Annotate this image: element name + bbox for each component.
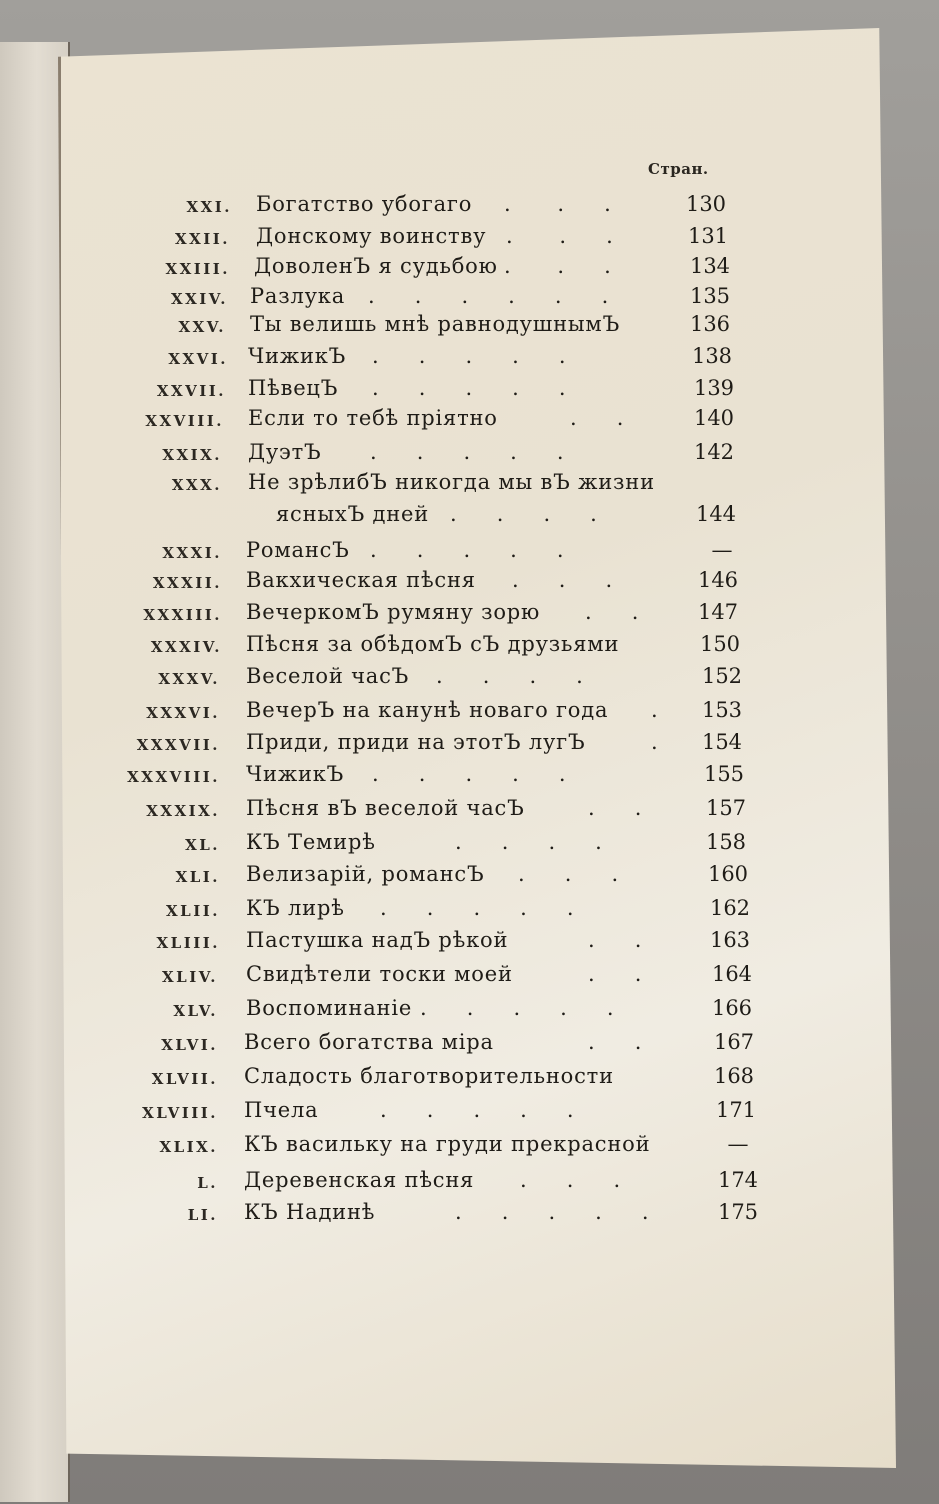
dot-leader: . .	[588, 796, 642, 820]
entry-numeral: XLV.	[173, 1002, 218, 1020]
entry-page-number: 164	[711, 962, 753, 986]
entry-title: Деревенская пѣсня	[244, 1168, 475, 1192]
dot-leader: . . .	[504, 254, 611, 278]
toc-entry	[0, 730, 939, 760]
dot-leader: . . .	[512, 568, 613, 592]
entry-title: КЪ лирѣ	[246, 896, 345, 920]
toc-entry	[0, 1064, 939, 1094]
dot-leader: . . . . .	[420, 996, 614, 1020]
entry-page-number: 139	[693, 376, 735, 400]
dot-leader: . . .	[506, 224, 613, 248]
entry-title: КЪ васильку на груди прекрасной	[244, 1132, 651, 1156]
entry-page-number: —	[727, 1132, 749, 1156]
dot-leader: . .	[588, 928, 642, 952]
entry-numeral: XXXII.	[152, 574, 222, 592]
dot-leader: . . . . .	[372, 762, 566, 786]
entry-page-number: 134	[689, 254, 731, 278]
toc-entry	[0, 254, 939, 284]
entry-page-number: 136	[689, 312, 731, 336]
toc-entry	[0, 440, 939, 470]
entry-page-number: 163	[709, 928, 751, 952]
entry-page-number: 155	[703, 762, 745, 786]
toc-entry	[0, 1200, 939, 1230]
entry-title: Воспоминаніе	[246, 996, 413, 1020]
entry-numeral: XL.	[185, 836, 220, 854]
entry-page-number: 138	[691, 344, 733, 368]
entry-title: Сладость благотворительности	[244, 1064, 614, 1088]
entry-page-number: 174	[717, 1168, 759, 1192]
entry-numeral: XXXV.	[158, 670, 220, 688]
dot-leader: . .	[588, 1030, 642, 1054]
toc-entry	[0, 344, 939, 374]
entry-page-number: —	[711, 538, 733, 562]
toc-entry	[0, 962, 939, 992]
entry-title: Приди, приди на этотЪ лугЪ	[246, 730, 586, 754]
entry-title: РомансЪ	[246, 538, 350, 562]
entry-title: Пѣсня за обѣдомЪ сЪ друзьями	[246, 632, 620, 656]
entry-page-number: 166	[711, 996, 753, 1020]
toc-entry	[0, 996, 939, 1026]
entry-numeral: L.	[197, 1174, 218, 1192]
toc-entry	[0, 632, 939, 662]
entry-numeral: XXIV.	[170, 290, 228, 308]
dot-leader: . . . .	[450, 502, 597, 526]
toc-entry	[0, 538, 939, 568]
entry-numeral: XLII.	[166, 902, 220, 920]
entry-numeral: LI.	[187, 1206, 218, 1224]
entry-title: Разлука	[250, 284, 346, 308]
entry-numeral: XLVII.	[151, 1070, 218, 1088]
entry-page-number: 157	[705, 796, 747, 820]
page-column-header: Стран.	[648, 160, 709, 178]
toc-entry	[0, 192, 939, 222]
entry-title: Свидѣтели тоски моей	[246, 962, 513, 986]
dot-leader: . . . . . .	[368, 284, 609, 308]
entry-numeral: XXIX.	[162, 446, 222, 464]
entry-page-number: 153	[701, 698, 743, 722]
entry-numeral: XXVI.	[168, 350, 228, 368]
entry-page-number: 158	[705, 830, 747, 854]
toc-entry	[0, 376, 939, 406]
entry-numeral: XXXI.	[162, 544, 222, 562]
entry-page-number: 167	[713, 1030, 755, 1054]
dot-leader: . .	[588, 962, 642, 986]
entry-page-number: 142	[693, 440, 735, 464]
entry-title: Пастушка надЪ рѣкой	[246, 928, 509, 952]
dot-leader: . .	[570, 406, 624, 430]
entry-title: ЧижикЪ	[246, 762, 345, 786]
entry-title: КЪ Темирѣ	[246, 830, 376, 854]
entry-title: Ты велишь мнѣ равнодушнымЪ	[250, 312, 621, 336]
entry-page-number: 152	[701, 664, 743, 688]
dot-leader: . . . . .	[380, 1098, 574, 1122]
entry-title: Богатство убогаго	[256, 192, 473, 216]
dot-leader: . . . . .	[380, 896, 574, 920]
entry-title: ВечерЪ на канунѣ новаго года	[246, 698, 609, 722]
entry-numeral: XXV.	[178, 318, 226, 336]
entry-title: Веселой часЪ	[246, 664, 410, 688]
entry-title: ДоволенЪ я судьбою	[254, 254, 498, 278]
dot-leader: . . . . .	[370, 440, 564, 464]
dot-leader: . . . . .	[370, 538, 564, 562]
entry-title: Пчела	[244, 1098, 319, 1122]
dot-leader: . . .	[518, 862, 619, 886]
entry-numeral: XLVIII.	[142, 1104, 218, 1122]
toc-entry	[0, 224, 939, 254]
dot-leader: . . .	[520, 1168, 621, 1192]
entry-numeral: XXXVIII.	[127, 768, 220, 786]
toc-entry	[0, 796, 939, 826]
dot-leader: . .	[585, 600, 639, 624]
entry-numeral: XXXVII.	[136, 736, 220, 754]
entry-numeral: XXI.	[186, 198, 232, 216]
dot-leader: . . . . .	[455, 1200, 649, 1224]
entry-title: ЧижикЪ	[248, 344, 347, 368]
entry-numeral: XLIII.	[156, 934, 220, 952]
entry-page-number: 140	[693, 406, 735, 430]
toc-entry	[0, 928, 939, 958]
entry-title: КЪ Надинѣ	[244, 1200, 376, 1224]
toc-entry	[0, 762, 939, 792]
toc-entry	[0, 312, 939, 342]
dot-leader: . . . .	[436, 664, 583, 688]
entry-title: ВечеркомЪ румяну зорю	[246, 600, 541, 624]
entry-title: Не зрѣлибЪ никогда мы вЪ жизни	[248, 470, 655, 494]
entry-page-number: 175	[717, 1200, 759, 1224]
entry-title: Если то тебѣ пріятно	[248, 406, 498, 430]
entry-page-number: 150	[699, 632, 741, 656]
entry-numeral: XXIII.	[165, 260, 230, 278]
dot-leader: . . .	[504, 192, 611, 216]
entry-title-line2: ясныхЪ дней	[276, 502, 430, 526]
entry-numeral: XXXIX.	[146, 802, 220, 820]
entry-numeral: XXII.	[174, 230, 230, 248]
toc-entry	[0, 470, 939, 526]
entry-page-number: 130	[685, 192, 727, 216]
toc-entry	[0, 600, 939, 630]
toc-entry	[0, 1098, 939, 1128]
entry-numeral: XXXVI.	[146, 704, 220, 722]
toc-entry	[0, 830, 939, 860]
entry-numeral: XXX.	[171, 476, 222, 494]
entry-page-number: 144	[695, 502, 737, 526]
entry-numeral: XXVIII.	[145, 412, 224, 430]
toc-entry	[0, 664, 939, 694]
entry-page-number: 131	[687, 224, 729, 248]
toc-entry	[0, 1132, 939, 1162]
entry-page-number: 160	[707, 862, 749, 886]
toc-entry	[0, 862, 939, 892]
entry-title: Велизарій, романсЪ	[246, 862, 485, 886]
entry-page-number: 147	[697, 600, 739, 624]
toc-entry	[0, 284, 939, 314]
entry-title: ДуэтЪ	[248, 440, 322, 464]
dot-leader: . . . . .	[372, 344, 566, 368]
entry-page-number: 146	[697, 568, 739, 592]
entry-numeral: XLVI.	[161, 1036, 218, 1054]
entry-page-number: 154	[701, 730, 743, 754]
entry-title: Вакхическая пѣсня	[246, 568, 476, 592]
entry-numeral: XXXIV.	[150, 638, 222, 656]
entry-numeral: XXXIII.	[143, 606, 222, 624]
entry-title: ПѣвецЪ	[248, 376, 339, 400]
entry-title: Пѣсня вЪ веселой часЪ	[246, 796, 525, 820]
entry-page-number: 162	[709, 896, 751, 920]
dot-leader: . . . .	[455, 830, 602, 854]
entry-title: Всего богатства міра	[244, 1030, 494, 1054]
toc-entry	[0, 1030, 939, 1060]
dot-leader: .	[651, 698, 658, 722]
entry-numeral: XLIX.	[159, 1138, 218, 1156]
toc-entry	[0, 896, 939, 926]
toc-entry	[0, 1168, 939, 1198]
dot-leader: .	[651, 730, 658, 754]
entry-numeral: XLI.	[175, 868, 220, 886]
entry-page-number: 135	[689, 284, 731, 308]
entry-numeral: XLIV.	[162, 968, 218, 986]
toc-entry	[0, 568, 939, 598]
entry-numeral: XXVII.	[156, 382, 226, 400]
entry-title: Донскому воинству	[256, 224, 487, 248]
entry-page-number: 171	[715, 1098, 757, 1122]
toc-entry	[0, 406, 939, 436]
toc-entry	[0, 698, 939, 728]
dot-leader: . . . . .	[372, 376, 566, 400]
entry-page-number: 168	[713, 1064, 755, 1088]
